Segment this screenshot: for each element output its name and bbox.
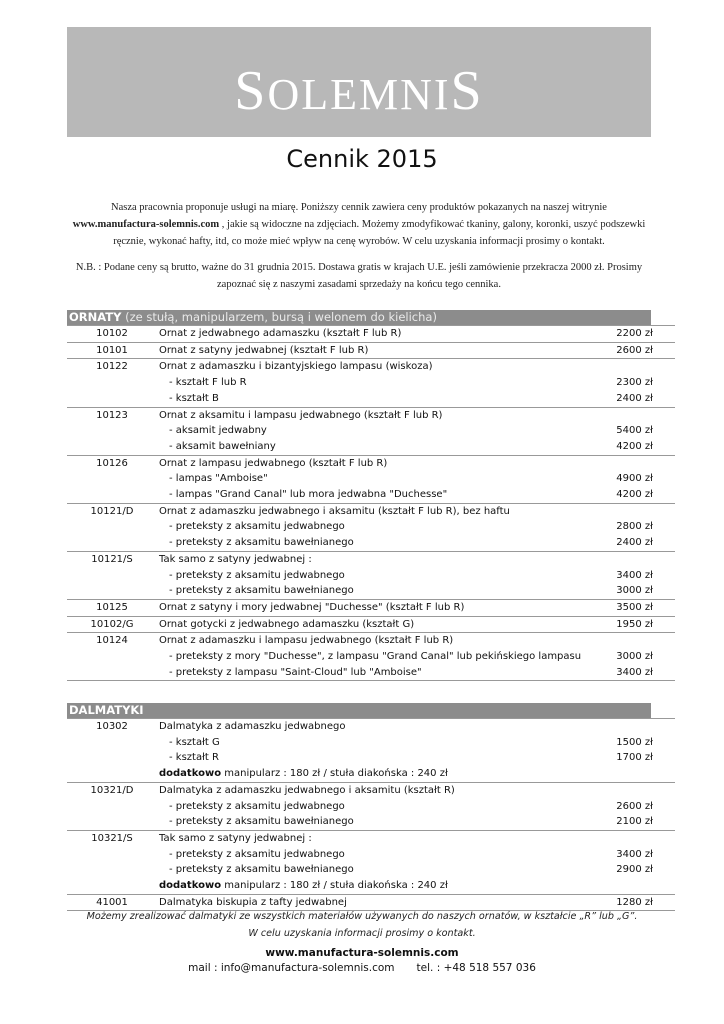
price-row [67,535,675,551]
product-code [67,862,157,878]
product-price: 2800 zł [616,521,653,533]
product-code: 10122 [67,359,157,375]
price-row [67,487,675,503]
product-price: 2300 zł [616,377,653,389]
product-code [67,439,157,455]
product-description: - lampas "Amboise" [169,473,268,485]
product-code [67,519,157,535]
product-description: Ornat z adamaszku jedwabnego i aksamitu (kształt F lub R), bez haftu [157,503,581,519]
price-row [67,519,675,535]
product-price: 3500 zł [581,599,675,616]
product-code: 10125 [67,599,157,616]
product-price [581,359,675,375]
section-header-ornaty: ORNATY (ze stułą, manipularzem, bursą i welonem do kielicha) [67,310,651,325]
product-price: 3400 zł [581,665,675,681]
product-price: 1950 zł [581,616,675,633]
price-row [67,665,675,681]
product-price: 2200 zł [581,326,675,343]
product-description: - kształt G [169,736,220,748]
product-code: 41001 [67,894,157,911]
product-description: Ornat z satyny jedwabnej (kształt F lub R) [157,342,581,359]
product-price [581,782,675,798]
price-row [67,326,675,343]
intro-paragraph-1: Nasza pracownia proponuje usługi na miarę. Poniższy cennik zawiera ceny produktów pokazanych na naszej witrynie www.manufactura-solemnis.com , jakie są widoczne na zdjęciach. Możemy zmodyfikować tkaniny, galony, koronki, uszyć podszewki ręcznie, wykonać hafty, itd, co może mieć wpływ na cenę wyrobów. W celu uzyskania informacji prosimy o kontakt. [72,202,646,247]
product-price: 2600 zł [616,800,653,812]
product-description: - preteksty z aksamitu bawełnianego [169,585,354,597]
product-code: 10121/D [67,503,157,519]
product-description: - kształt F lub R [169,377,247,389]
price-row [67,583,675,599]
price-row [67,616,675,633]
product-description: Tak samo z satyny jedwabnej : [157,830,581,846]
product-description: - lampas "Grand Canal" lub mora jedwabna "Duchesse" [169,489,448,501]
product-price [581,551,675,567]
header-banner [67,27,651,149]
product-description: - aksamit bawełniany [169,440,276,452]
product-description: - preteksty z aksamitu jedwabnego [169,521,345,533]
section-header-dalmatyki: DALMATYKI [67,703,651,718]
product-price: 2900 zł [616,864,653,876]
intro-text [67,199,651,302]
product-code [67,799,157,815]
product-description: - preteksty z aksamitu jedwabnego [169,569,345,581]
product-code: 10124 [67,633,157,649]
product-description: - preteksty z aksamitu bawełnianego [169,537,354,549]
product-price: 2600 zł [581,342,675,359]
price-row [67,471,675,487]
price-row [67,423,675,439]
price-row [67,359,675,375]
product-price: 1500 zł [616,736,653,748]
product-description: dodatkowo manipularz : 180 zł / stuła diakońska : 240 zł [159,768,448,780]
price-row [67,551,675,567]
product-description: - preteksty z aksamitu jedwabnego [169,800,345,812]
intro-paragraph-2: N.B. : Podane ceny są brutto, ważne do 31 grudnia 2015. Dostawa gratis w krajach U.E. jeśli zamówienie przekracza 2000 zł. Prosimy zapoznać się z naszymi zasadami sprzedaży na końcu tego cennika. [75,262,643,290]
price-row [67,830,675,846]
product-code [67,423,157,439]
product-code: 10321/S [67,830,157,846]
product-price: 3400 zł [616,569,653,581]
product-code: 10101 [67,342,157,359]
product-code [67,766,157,782]
product-description: - kształt R [169,752,219,764]
price-row [67,735,675,751]
product-code: 10102/G [67,616,157,633]
product-code [67,471,157,487]
product-code [67,878,157,894]
product-price: 1700 zł [616,752,653,764]
product-description: Ornat z satyny i mory jedwabnej "Duchesse" (kształt F lub R) [157,599,581,616]
product-code [67,649,157,665]
product-price [581,633,675,649]
price-row [67,633,675,649]
product-description: - aksamit jedwabny [169,425,267,437]
price-row [67,799,675,815]
product-price: 2100 zł [616,816,653,828]
product-price [581,455,675,471]
price-row [67,407,675,423]
product-code [67,665,157,681]
website-link[interactable]: www.manufactura-solemnis.com [72,219,220,230]
product-price: 3400 zł [616,848,653,860]
product-code [67,391,157,407]
ornaty-price-table [67,325,675,681]
product-code [67,814,157,830]
product-code: 10321/D [67,782,157,798]
product-price [581,878,675,894]
product-description: Ornat z adamaszku i lampasu jedwabnego (kształt F lub R) [157,633,581,649]
product-price: 3000 zł [616,585,653,597]
price-row [67,568,675,584]
price-row [67,878,675,894]
product-description: Ornat z adamaszku i bizantyjskiego lampasu (wiskoza) [157,359,581,375]
product-price: 3000 zł [616,651,653,663]
price-row [67,750,675,766]
price-row [67,391,675,407]
product-description: Dalmatyka biskupia z tafty jedwabnej [157,894,581,911]
dalmatyki-note: Możemy zrealizować dalmatyki ze wszystkich materiałów używanych do naszych ornatów, w kształcie „R” lub „G”. W celu uzyskania informacji prosimy o kontakt. [86,911,638,939]
product-price: 2400 zł [616,537,653,549]
price-row [67,439,675,455]
product-code: 10123 [67,407,157,423]
product-price [581,830,675,846]
product-code [67,847,157,863]
price-row [67,455,675,471]
footer-website[interactable]: www.manufactura-solemnis.com [265,947,459,959]
product-price: 4900 zł [616,473,653,485]
footer-phone: tel. : +48 518 557 036 [416,962,536,974]
brand-subtitle: MANUFACTURA LITURGICA [244,138,474,149]
product-description: Ornat z aksamitu i lampasu jedwabnego (kształt F lub R) [157,407,581,423]
product-code [67,535,157,551]
product-description: - preteksty z aksamitu bawełnianego [169,816,354,828]
dalmatyki-price-table [67,718,675,911]
price-row [67,375,675,391]
brand-logo: SOLEMNIS [234,60,484,122]
product-price [581,503,675,519]
product-price: 1280 zł [581,894,675,911]
page-title: Cennik 2015 [286,145,438,173]
product-description: Dalmatyka z adamaszku jedwabnego i aksamitu (kształt R) [157,782,581,798]
price-row [67,782,675,798]
product-code: 10126 [67,455,157,471]
footer-contact [0,962,724,974]
product-description: Dalmatyka z adamaszku jedwabnego [157,719,581,735]
product-code: 10302 [67,719,157,735]
product-price [581,719,675,735]
price-row [67,599,675,616]
product-description: - preteksty z mory "Duchesse", z lampasu "Grand Canal" lub pekińskiego lampasu [169,651,581,663]
product-price [581,766,675,782]
product-description: - preteksty z aksamitu bawełnianego [169,864,354,876]
product-code [67,750,157,766]
product-description: Ornat z lampasu jedwabnego (kształt F lub R) [157,455,581,471]
product-description: - preteksty z lampasu "Saint-Cloud" lub "Amboise" [157,665,581,681]
price-row [67,766,675,782]
product-description: Ornat z jedwabnego adamaszku (kształt F lub R) [157,326,581,343]
price-row [67,814,675,830]
product-price: 4200 zł [616,489,653,501]
product-description: Tak samo z satyny jedwabnej : [157,551,581,567]
product-description: Ornat gotycki z jedwabnego adamaszku (kształt G) [157,616,581,633]
product-code: 10102 [67,326,157,343]
product-price [581,407,675,423]
product-code [67,487,157,503]
price-row [67,649,675,665]
product-code [67,568,157,584]
footer-mail[interactable]: mail : info@manufactura-solemnis.com [188,962,395,974]
price-row [67,847,675,863]
product-description: - preteksty z aksamitu jedwabnego [169,848,345,860]
product-code [67,375,157,391]
product-price: 5400 zł [616,425,653,437]
price-row [67,503,675,519]
product-code: 10121/S [67,551,157,567]
price-row [67,719,675,735]
price-row [67,862,675,878]
product-description: - kształt B [169,392,219,404]
product-description: dodatkowo manipularz : 180 zł / stuła diakońska : 240 zł [159,880,448,892]
product-price: 2400 zł [616,392,653,404]
product-price: 4200 zł [616,440,653,452]
product-code [67,735,157,751]
product-code [67,583,157,599]
price-row [67,342,675,359]
